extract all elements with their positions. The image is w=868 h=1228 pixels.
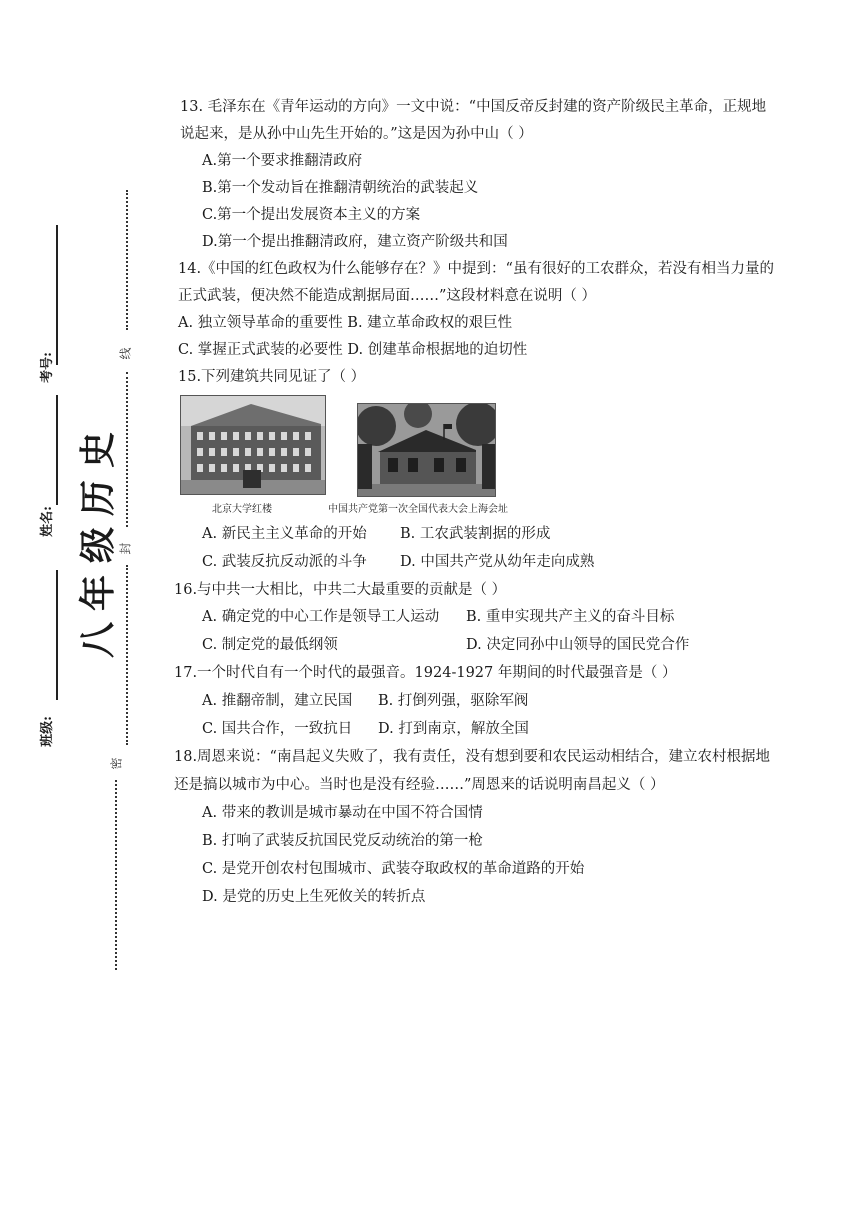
question-18-option-a: A. 带来的教训是城市暴动在中国不符合国情: [202, 805, 483, 821]
xingming-label: 姓名:: [39, 506, 55, 537]
question-15-option-a: A. 新民主主义革命的开始: [202, 526, 367, 542]
question-16-option-d: D. 决定同孙中山领导的国民党合作: [466, 637, 690, 653]
question-17-option-b: B. 打倒列强，驱除军阀: [378, 693, 529, 709]
question-15-option-d: D. 中国共产党从幼年走向成熟: [400, 554, 595, 570]
photo-caption-first-congress-site: 中国共产党第一次全国代表大会上海会址: [328, 504, 508, 515]
title-char: 史: [76, 431, 119, 469]
question-17-stem: 17.一个时代自有一个时代的最强音。1924-1927 年期间的时代最强音是（ ）: [174, 665, 677, 681]
question-13-line-2: 说起来，是从孙中山先生开始的。”这是因为孙中山（ ）: [180, 126, 533, 142]
question-15-stem: 15.下列建筑共同见证了（ ）: [178, 369, 366, 385]
question-18-option-b: B. 打响了武装反抗国民党反动统治的第一枪: [202, 833, 483, 849]
question-16-option-b: B. 重申实现共产主义的奋斗目标: [466, 609, 675, 625]
photo-caption-peking-university: 北京大学红楼: [212, 504, 272, 515]
title-char: 八: [76, 621, 119, 659]
seal-line-top: [126, 190, 128, 330]
question-17-option-c: C. 国共合作，一致抗日: [202, 721, 353, 737]
question-13-option-b: B.第一个发动旨在推翻清朝统治的武装起义: [202, 180, 479, 196]
title-char: 历: [76, 479, 119, 516]
question-18-line-1: 18.周恩来说：“南昌起义失败了，我有责任，没有想到要和农民运动相结合，建立农村根据地: [174, 749, 770, 765]
question-13-line-1: 13. 毛泽东在《青年运动的方向》一文中说：“中国反帝反封建的资产阶级民主革命，正规地: [180, 99, 767, 115]
seal-line-lower: [126, 565, 128, 745]
seal-mi: 密: [109, 757, 124, 770]
seal-feng: 封: [118, 542, 133, 555]
question-17-option-d: D. 打到南京，解放全国: [378, 721, 529, 737]
seal-line-bottom: [115, 780, 117, 970]
title-char: 年: [76, 574, 119, 611]
question-13-option-c: C.第一个提出发展资本主义的方案: [202, 207, 421, 223]
question-18-option-d: D. 是党的历史上生死攸关的转折点: [202, 889, 426, 905]
question-15-option-b: B. 工农武装割据的形成: [400, 526, 551, 542]
building-photo-icon: [180, 395, 326, 495]
banji-underline: [56, 570, 58, 700]
question-14-line-2: 正式武装，便决然不能造成割据局面……”这段材料意在说明（ ）: [178, 288, 597, 304]
question-18-line-2: 还是搞以城市为中心。当时也是没有经验……”周恩来的话说明南昌起义（ ）: [174, 777, 665, 793]
question-16-option-c: C. 制定党的最低纲领: [202, 637, 338, 653]
seal-xian: 线: [118, 347, 133, 360]
question-16-option-a: A. 确定党的中心工作是领导工人运动: [202, 609, 440, 625]
seal-line-mid: [126, 372, 128, 527]
title-char: 级: [76, 526, 119, 564]
xingming-underline: [56, 395, 58, 505]
question-14-options-cd: C. 掌握正式武装的必要性 D. 创建革命根据地的迫切性: [178, 342, 528, 358]
question-13-option-d: D.第一个提出推翻清政府，建立资产阶级共和国: [202, 234, 508, 250]
question-18-option-c: C. 是党开创农村包围城市、武装夺取政权的革命道路的开始: [202, 861, 585, 877]
question-17-option-a: A. 推翻帝制，建立民国: [202, 693, 353, 709]
kaohao-underline: [56, 225, 58, 365]
question-16-stem: 16.与中共一大相比，中共二大最重要的贡献是（ ）: [174, 582, 507, 598]
banji-label: 班级:: [39, 716, 55, 747]
question-13-option-a: A.第一个要求推翻清政府: [202, 153, 363, 169]
question-14-options-ab: A. 独立领导革命的重要性 B. 建立革命政权的艰巨性: [178, 315, 513, 331]
question-14-line-1: 14.《中国的红色政权为什么能够存在？》中提到：“虽有很好的工农群众，若没有相当力量的: [178, 261, 774, 277]
building-photo-icon: [357, 403, 496, 497]
kaohao-label: 考号:: [39, 352, 55, 383]
question-15-option-c: C. 武装反抗反动派的斗争: [202, 554, 367, 570]
